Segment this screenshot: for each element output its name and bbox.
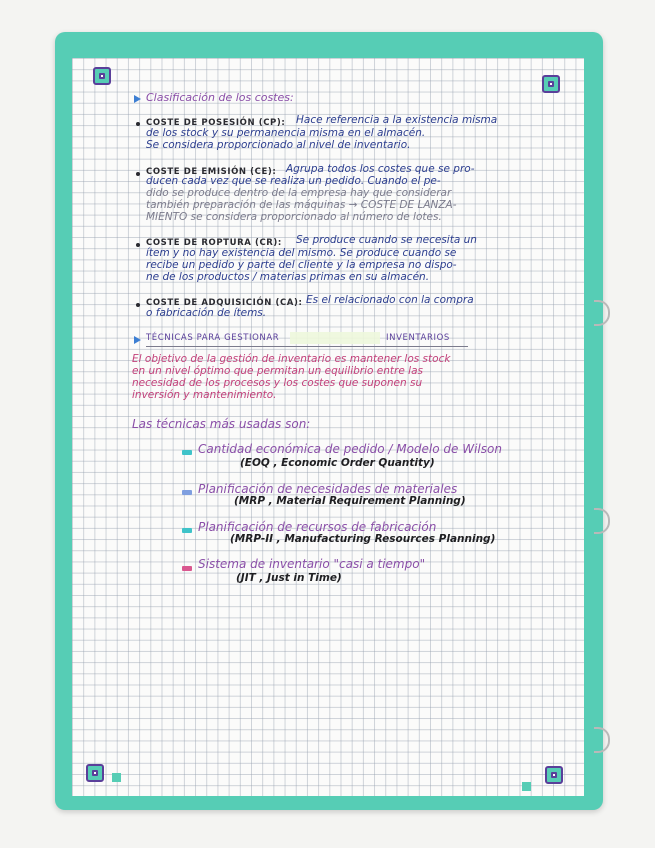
intro-text: en un nivel óptimo que permitan un equilibrio entre las bbox=[132, 365, 423, 377]
technique-acronym: (EOQ , Economic Order Quantity) bbox=[240, 457, 435, 469]
bottom-left-logo-icon bbox=[86, 764, 104, 782]
binder-hole-icon bbox=[594, 300, 610, 326]
item-label: COSTE DE EMISIÓN (CE): bbox=[146, 167, 277, 177]
item-text: de los stock y su permanencia misma en el almacén. bbox=[146, 127, 426, 139]
technique-acronym: (MRP-II , Manufacturing Resources Planning) bbox=[230, 533, 496, 545]
item-label: COSTE DE POSESIÓN (CP): bbox=[146, 118, 286, 128]
intro-text: inversión y mantenimiento. bbox=[132, 389, 277, 401]
technique-acronym: (MRP , Material Requirement Planning) bbox=[234, 495, 466, 507]
bullet-triangle-icon bbox=[134, 95, 141, 103]
marker-dash-icon bbox=[182, 528, 192, 533]
marker-dash-icon bbox=[182, 450, 192, 455]
technique-name: Planificación de recursos de fabricación bbox=[198, 520, 437, 534]
technique-name: Cantidad económica de pedido / Modelo de Wilson bbox=[198, 442, 502, 456]
marker-dash-icon bbox=[182, 566, 192, 571]
item-text: Hace referencia a la existencia misma bbox=[296, 114, 498, 126]
item-text: también preparación de las máquinas → COSTE DE LANZA- bbox=[146, 199, 457, 211]
techniques-lead: Las técnicas más usadas son: bbox=[132, 417, 311, 431]
item-text: dido se produce dentro de la empresa hay que considerar bbox=[146, 187, 452, 199]
marker-dash-icon bbox=[182, 490, 192, 495]
item-text: ducen cada vez que se realiza un pedido. Cuando el pe- bbox=[146, 175, 441, 187]
item-text: o fabricación de ítems. bbox=[146, 307, 267, 319]
top-left-logo-icon bbox=[93, 67, 111, 85]
corner-square-icon bbox=[112, 773, 121, 782]
bottom-right-logo-icon bbox=[545, 766, 563, 784]
bullet-dot-icon bbox=[136, 243, 140, 247]
item-text: Agrupa todos los costes que se pro- bbox=[286, 163, 475, 175]
item-text: ne de los productos / materias primas en su almacén. bbox=[146, 271, 430, 283]
technique-name: Sistema de inventario "casi a tiempo" bbox=[198, 557, 426, 571]
technique-acronym: (JIT , Just in Time) bbox=[236, 572, 342, 584]
item-label: COSTE DE ADQUISICIÓN (CA): bbox=[146, 298, 303, 308]
item-text: ítem y no hay existencia del mismo. Se produce cuando se bbox=[146, 247, 457, 259]
corner-square-icon bbox=[522, 782, 531, 791]
bullet-triangle-icon bbox=[134, 336, 141, 344]
section-title: TÉCNICAS PARA GESTIONAR bbox=[146, 333, 280, 343]
item-text: Se produce cuando se necesita un bbox=[296, 234, 477, 246]
intro-text: necesidad de los procesos y los costes que suponen su bbox=[132, 377, 423, 389]
item-text: MIENTO se considera proporcionado al número de lotes. bbox=[146, 211, 442, 223]
section-title: INVENTARIOS bbox=[386, 333, 450, 343]
item-text: Se considera proporcionado al nivel de inventario. bbox=[146, 139, 411, 151]
title-underline bbox=[146, 346, 468, 347]
item-text: recibe un pedido y parte del cliente y la empresa no dispo- bbox=[146, 259, 457, 271]
bullet-dot-icon bbox=[136, 303, 140, 307]
binder-hole-icon bbox=[594, 727, 610, 753]
technique-name: Planificación de necesidades de materiales bbox=[198, 482, 458, 496]
item-text: Es el relacionado con la compra bbox=[306, 294, 474, 306]
bullet-dot-icon bbox=[136, 122, 140, 126]
section-title: Clasificación de los costes: bbox=[146, 91, 294, 104]
binder-hole-icon bbox=[594, 508, 610, 534]
item-label: COSTE DE ROPTURA (CR): bbox=[146, 238, 282, 248]
top-right-logo-icon bbox=[542, 75, 560, 93]
bullet-dot-icon bbox=[136, 172, 140, 176]
intro-text: El objetivo de la gestión de inventario es mantener los stock bbox=[132, 353, 451, 365]
highlight-mark bbox=[290, 332, 380, 344]
